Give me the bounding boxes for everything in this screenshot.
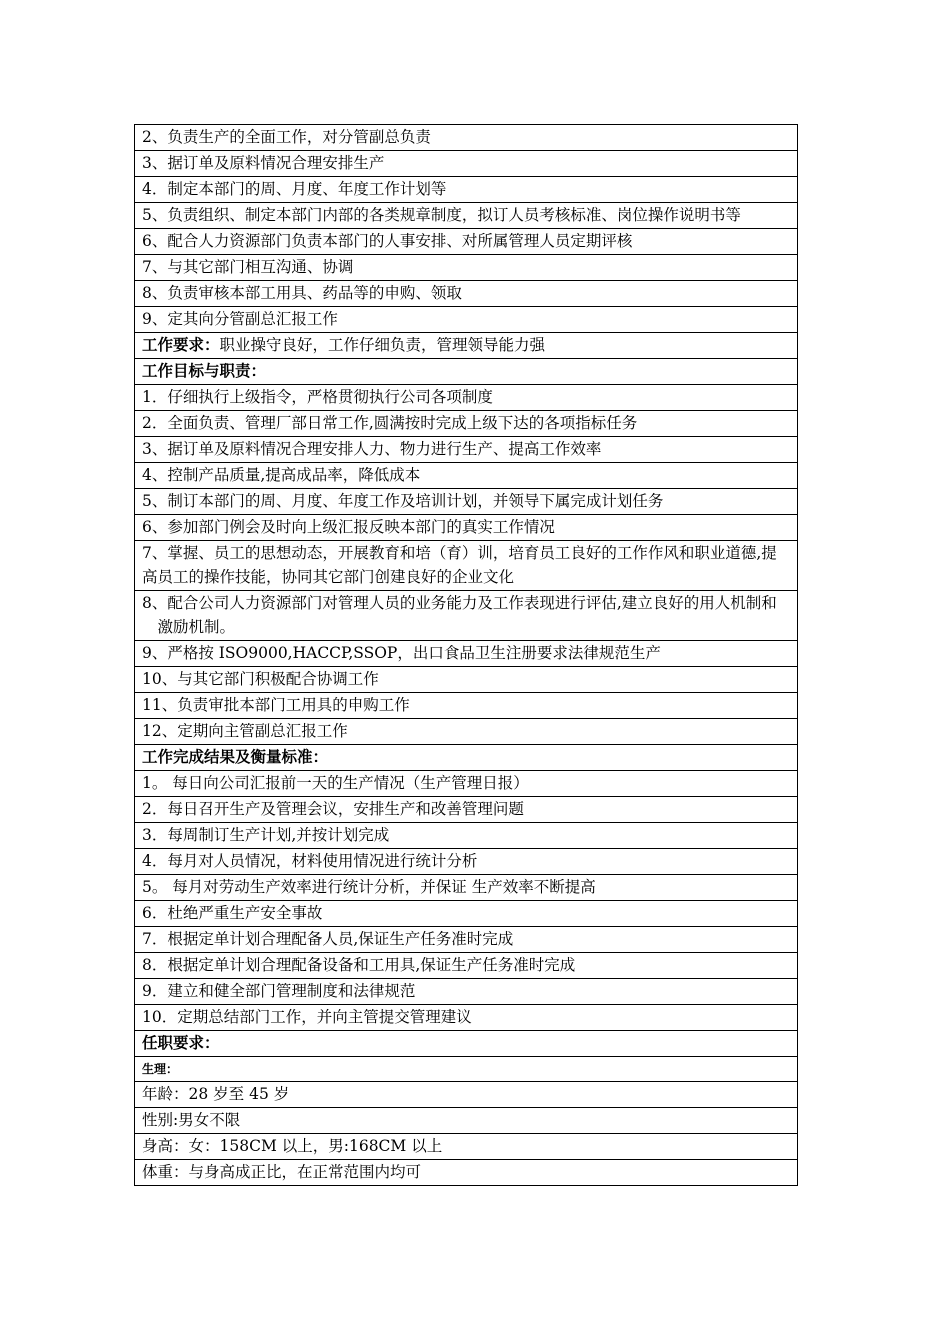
goals-heading: 工作目标与职责： [135,358,798,384]
goal-item-text: 9、严格按 ISO9000,HACCP,SSOP，出口食品卫生注册要求法律规范生产 [142,643,661,662]
height-requirement: 身高：女：158CM 以上，男:168CM 以上 [135,1133,798,1159]
duty-item: 2、负责生产的全面工作，对分管副总负责 [135,125,798,151]
duty-item: 4．制定本部门的周、月度、年度工作计划等 [135,177,798,203]
result-item: 8．根据定单计划合理配备设备和工用具,保证生产任务准时完成 [135,952,798,978]
result-item: 4．每月对人员情况，材料使用情况进行统计分析 [135,848,798,874]
result-item: 5。 每月对劳动生产效率进行统计分析，并保证 生产效率不断提高 [135,874,798,900]
goal-item [135,590,798,640]
result-item: 6．杜绝严重生产安全事故 [135,900,798,926]
duty-item: 5、负责组织、制定本部门内部的各类规章制度，拟订人员考核标准、岗位操作说明书等 [135,203,798,229]
goal-item: 1．仔细执行上级指令，严格贯彻执行公司各项制度 [135,384,798,410]
goal-item [135,640,798,666]
work-requirement-text: 职业操守良好，工作仔细负责，管理领导能力强 [219,335,546,354]
job-description-table [134,124,798,1186]
gender-requirement: 性别:男女不限 [135,1107,798,1133]
goal-item: 10、与其它部门积极配合协调工作 [135,666,798,692]
goal-item: 4、控制产品质量,提高成品率，降低成本 [135,462,798,488]
goal-item-text: 8、配合公司人力资源部门对管理人员的业务能力及工作表现进行评估,建立良好的用人机制和激励机制。 [142,593,777,636]
results-heading: 工作完成结果及衡量标准： [135,744,798,770]
qualifications-heading: 任职要求： [135,1030,798,1056]
goal-item: 3、据订单及原料情况合理安排人力、物力进行生产、提高工作效率 [135,436,798,462]
result-item: 9．建立和健全部门管理制度和法律规范 [135,978,798,1004]
goal-item: 6、参加部门例会及时向上级汇报反映本部门的真实工作情况 [135,514,798,540]
work-requirement-row [135,332,798,358]
goal-item: 11、负责审批本部门工用具的申购工作 [135,692,798,718]
result-item: 1。 每日向公司汇报前一天的生产情况（生产管理日报） [135,770,798,796]
weight-requirement: 体重：与身高成正比，在正常范围内均可 [135,1159,798,1185]
result-item: 3．每周制订生产计划,并按计划完成 [135,822,798,848]
result-item: 10．定期总结部门工作，并向主管提交管理建议 [135,1004,798,1030]
duty-item: 3、据订单及原料情况合理安排生产 [135,151,798,177]
duty-item: 6、配合人力资源部门负责本部门的人事安排、对所属管理人员定期评核 [135,228,798,254]
duty-item: 8、负责审核本部工用具、药品等的申购、领取 [135,280,798,306]
goal-item: 7、掌握、员工的思想动态，开展教育和培（育）训，培育员工良好的工作作风和职业道德,提高员工的操作技能，协同其它部门创建良好的企业文化 [135,540,798,590]
duty-item: 9、定其向分管副总汇报工作 [135,306,798,332]
goal-item: 12、定期向主管副总汇报工作 [135,718,798,744]
goal-item: 5、制订本部门的周、月度、年度工作及培训计划，并领导下属完成计划任务 [135,488,798,514]
age-requirement: 年龄：28 岁至 45 岁 [135,1081,798,1107]
duty-item: 7、与其它部门相互沟通、协调 [135,254,798,280]
result-item: 2．每日召开生产及管理会议，安排生产和改善管理问题 [135,796,798,822]
physical-label: 生理： [135,1056,798,1081]
goal-item: 2．全面负责、管理厂部日常工作,圆满按时完成上级下达的各项指标任务 [135,410,798,436]
result-item: 7．根据定单计划合理配备人员,保证生产任务准时完成 [135,926,798,952]
work-requirement-label: 工作要求： [142,335,220,354]
